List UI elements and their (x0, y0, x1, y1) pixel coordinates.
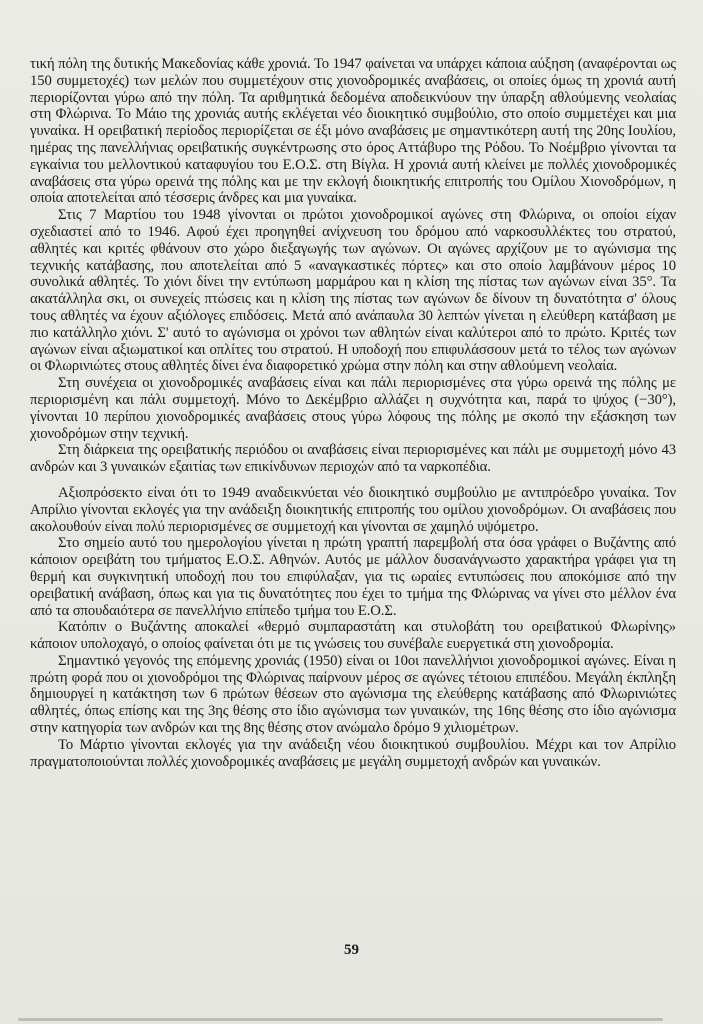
paragraph: Το Μάρτιο γίνονται εκλογές για την ανάδειξη νέου διοικητικού συμβουλίου. Μέχρι και τον Απρίλιο πραγματοποιούνται πολλές χιονοδρομικές αναβάσεις με μεγάλη συμμετοχή ανδρών και γυναικών. (30, 736, 676, 770)
paragraph: τική πόλη της δυτικής Μακεδονίας κάθε χρονιά. Το 1947 φαίνεται να υπάρχει κάποια αύξηση (αναφέρονται ως 150 συμμετοχές) των μελών που συμμετέχουν στις χιονοδρομικές αναβάσεις, οι οποίες όμως τη χρονιά αυτή περιορίζονται γύρω από την πόλη. Τα αριθμητικά δεδομένα αποδεικνύουν την ύπαρξη αθλούμενης νεολαίας στη Φλώρινα. Το Μάιο της χρονιάς αυτής εκλέγεται νέο διοικητικό συμβούλιο, στο οποίο συμμετέχει και μια γυναίκα. Η ορειβατική περίοδος περιορίζεται σε έξι μόνο αναβάσεις με σημαντικότερη αυτή της 20ης Ιουλίου, ημέρας της πανελλήνιας ορειβατικής συγκέντρωσης στο όρος Αττάβυρο της Ρόδου. Το Νοέμβριο γίνονται τα εγκαίνια του μελλοντικού καταφυγίου του Ε.Ο.Σ. στη Βίγλα. Η χρονιά αυτή κλείνει με πολλές χιονοδρομικές αναβάσεις στα γύρω ορεινά της πόλης και με την εκλογή διοικητικής επιτροπής του Ομίλου Χιονοδρόμων, η οποία αποτελείται από τέσσερις άνδρες και μια γυναίκα. (30, 56, 676, 207)
paragraph: Αξιοπρόσεκτο είναι ότι το 1949 αναδεικνύεται νέο διοικητικό συμβούλιο με αντιπρόεδρο γυναίκα. Τον Απρίλιο γίνονται εκλογές για την ανάδειξη διοικητικής επιτροπής του ομίλου χιονοδρόμων. Οι αναβάσεις που ακολουθούν είναι πολύ περιορισμένες σε συμμετοχή και γίνονται σε χαμηλό υψόμετρο. (30, 484, 676, 535)
paragraph: Στη συνέχεια οι χιονοδρομικές αναβάσεις είναι και πάλι περιορισμένες στα γύρω ορεινά της πόλης με περιορισμένη και πάλι συμμετοχή. Μόνο το Δεκέμβριο αλλάζει η συχνότητα και, παρά το ψύχος (−30°), γίνονται 10 περίπου χιονοδρομικές αναβάσεις στους γύρω λόφους της πόλης με σκοπό την εξάσκηση των χιονοδρόμων στην τεχνική. (30, 375, 676, 442)
body-text (30, 56, 676, 770)
paragraph: Στις 7 Μαρτίου του 1948 γίνονται οι πρώτοι χιονοδρομικοί αγώνες στη Φλώρινα, οι οποίοι είχαν σχεδιαστεί από το 1946. Αφού έχει προηγηθεί ανίχνευση του δρόμου από ναρκοσυλλέκτες του στρατού, αθλητές και κριτές φθάνουν στο χώρο διεξαγωγής των αγώνων. Οι αγώνες αρχίζουν με το αγώνισμα της τεχνικής κατάβασης, που αποτελείται από 5 «αναγκαστικές πόρτες» και στο οποίο λαμβάνουν μέρος 10 συνολικά αθλητές. Το χιόνι δίνει την εντύπωση μαρμάρου και η κλίση της πίστας των αγώνων είναι 35°. Τα ακατάλληλα σκι, οι συνεχείς πτώσεις και η κλίση της πίστας των αγώνων δε δίνουν τη δυνατότητα σ' όλους τους αθλητές να έχουν αξιόλογες επιδόσεις. Μετά από ανάπαυλα 30 λεπτών γίνεται η ελεύθερη κατάβαση με πιο κατάλληλο χιόνι. Σ' αυτό το αγώνισμα οι χρόνοι των αθλητών είναι καλύτεροι από το πρώτο. Κριτές των αγώνων είναι αξιωματικοί και οπλίτες του στρατού. Η υποδοχή που επιφυλάσσουν μετά το τέλος των αγώνων οι Φλωρινιώτες στους αθλητές δίνει ένα διαφορετικό χρώμα στην πόλη και στην αθλούμενη νεολαία. (30, 207, 676, 375)
page-number: 59 (344, 942, 359, 958)
paragraph: Στη διάρκεια της ορειβατικής περιόδου οι αναβάσεις είναι περιορισμένες και πάλι με συμμετοχή μόνο 43 ανδρών και 3 γυναικών εξαιτίας των επικίνδυνων περιοχών από τα ναρκοπέδια. (30, 442, 676, 476)
paragraph: Σημαντικό γεγονός της επόμενης χρονιάς (1950) είναι οι 10οι πανελλήνιοι χιονοδρομικοί αγώνες. Είναι η πρώτη φορά που οι χιονοδρόμοι της Φλώρινας παίρνουν μέρος σε αγώνες τέτοιου επιπέδου. Μεγάλη έκπληξη δημιουργεί η κατάκτηση των 6 πρώτων θέσεων στο αγώνισμα της ελεύθερης κατάβασης από Φλωρινιώτες αθλητές, όπως επίσης και της 3ης θέσης στο ίδιο αγώνισμα των γυναικών, της 16ης θέσης στο ίδιο αγώνισμα στην κατηγορία των ανδρών και της 8ης θέσης στον ανώμαλο δρόμο 9 χιλιομέτρων. (30, 652, 676, 737)
scan-edge-artifact (18, 1018, 663, 1021)
paragraph: Κατόπιν ο Βυζάντης αποκαλεί «θερμό συμπαραστάτη και στυλοβάτη του ορειβατικού Φλωρίνης» κάποιον υπολοχαγό, ο οποίος φαίνεται ότι με τις γνώσεις του συνέβαλε ευεργετικά στη χιονοδρομία. (30, 619, 676, 653)
paragraph: Στο σημείο αυτό του ημερολογίου γίνεται η πρώτη γραπτή παρεμβολή στα όσα γράφει ο Βυζάντης από κάποιον ορειβάτη του τμήματος Ε.Ο.Σ. Αθηνών. Αυτός με μάλλον δυσανάγνωστο χαρακτήρα γράφει για τη θερμή και συγκινητική υποδοχή που του επιφύλαξαν, για τις ωραίες εντυπώσεις που αποκόμισε από την ορειβατική ανάβαση, όπως και για τις δυνατότητες που έχει το τμήμα της Φλώρινας να γίνει στο μέλλον ένα από τα σπουδαιότερα σε πανελλήνιο επίπεδο τμήμα του Ε.Ο.Σ. (30, 535, 676, 619)
